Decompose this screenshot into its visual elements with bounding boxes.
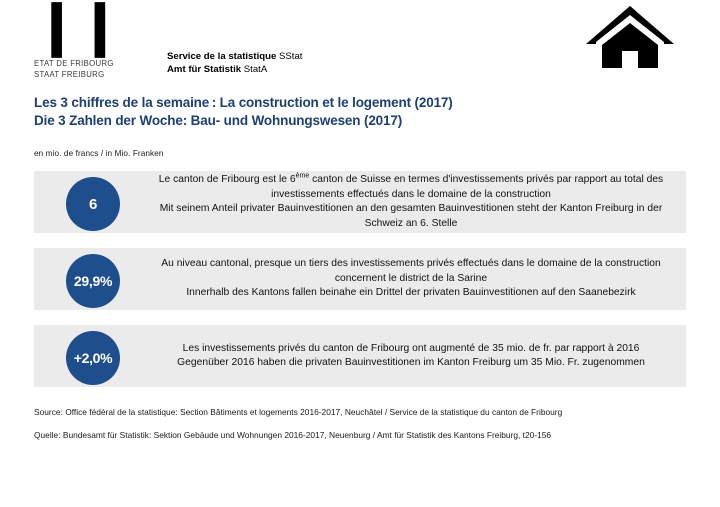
service-name-fr-bold: Service de la statistique — [167, 51, 277, 62]
figure-text — [152, 173, 686, 231]
status-badge: +2,0% — [66, 331, 120, 385]
figure-row — [34, 325, 686, 387]
figure-text-fr: Les investissements privés du canton de Fribourg ont augmenté de 35 mio. de fr. par rapport à 2016 — [182, 342, 640, 354]
figure-text-fr: Au niveau cantonal, presque un tiers des investissements privés effectués dans le domaine de la construction concernent le district de la Sarine — [161, 258, 661, 284]
document-header — [34, 0, 686, 86]
organization-name-de: STAAT FREIBURG — [34, 69, 105, 79]
house-icon — [582, 4, 678, 70]
source-de: Quelle: Bundesamt für Statistik: Sektion Gebäude und Wohnungen 2016-2017, Neuenburg / Amt für Statistik des Kantons Freiburg, t20-156 — [34, 430, 552, 440]
page-title-fr: Les 3 chiffres de la semaine : La construction et le logement (2017) — [34, 95, 453, 110]
figure-text-fr-part1: Le canton de Fribourg est le 6 — [158, 174, 296, 185]
organization-name — [34, 59, 134, 80]
figures-list — [34, 171, 686, 387]
figure-badge-wrap — [34, 175, 152, 229]
figure-badge-wrap — [34, 329, 152, 383]
service-name — [167, 50, 302, 76]
figure-text-de: Gegenüber 2016 haben die privaten Bauinvestitionen im Kanton Freiburg um 35 Mio. Fr. zugenommen — [177, 357, 645, 368]
source-block — [34, 406, 686, 441]
service-name-de-bold: Amt für Statistik — [167, 64, 242, 75]
figure-row — [34, 171, 686, 233]
figure-text-de: Mit seinem Anteil privater Bauinvestitionen an den gesamten Bauinvestitionen steht der Kanton Freiburg in der Schweiz an 6. Stelle — [159, 203, 663, 229]
flag-logo-icon: ❙❙ — [34, 0, 121, 56]
figure-text — [152, 342, 686, 371]
service-name-de-abbr: StatA — [241, 64, 268, 75]
status-badge: 6 — [66, 177, 120, 231]
service-name-de — [167, 63, 302, 76]
service-name-fr-abbr: SStat — [276, 51, 303, 62]
title-block — [34, 94, 686, 158]
service-name-fr — [167, 50, 302, 63]
status-badge: 29,9% — [66, 254, 120, 308]
units-label: en mio. de francs / in Mio. Franken — [34, 149, 164, 158]
figure-badge-wrap — [34, 252, 152, 306]
figure-text-fr — [159, 174, 663, 200]
page-title-de: Die 3 Zahlen der Woche: Bau- und Wohnungswesen (2017) — [34, 113, 403, 128]
figure-text-fr-part2: canton de Suisse en termes d'investissements privés par rapport au total des investissements effectués dans le domaine de la construction — [271, 174, 664, 200]
source-fr: Source: Office fédéral de la statistique: Section Bâtiments et logements 2016-2017, Neuchâtel / Service de la statistique du canton de Fribourg — [34, 407, 563, 417]
figure-text-de: Innerhalb des Kantons fallen beinahe ein Drittel der privaten Bauinvestitionen auf den Saanebezirk — [186, 287, 636, 299]
figure-text — [152, 257, 686, 301]
figure-text-fr-ordinal: ème — [295, 172, 310, 180]
figure-row — [34, 248, 686, 310]
canton-logo — [34, 0, 134, 80]
organization-name-fr: ETAT DE FRIBOURG — [34, 59, 114, 68]
